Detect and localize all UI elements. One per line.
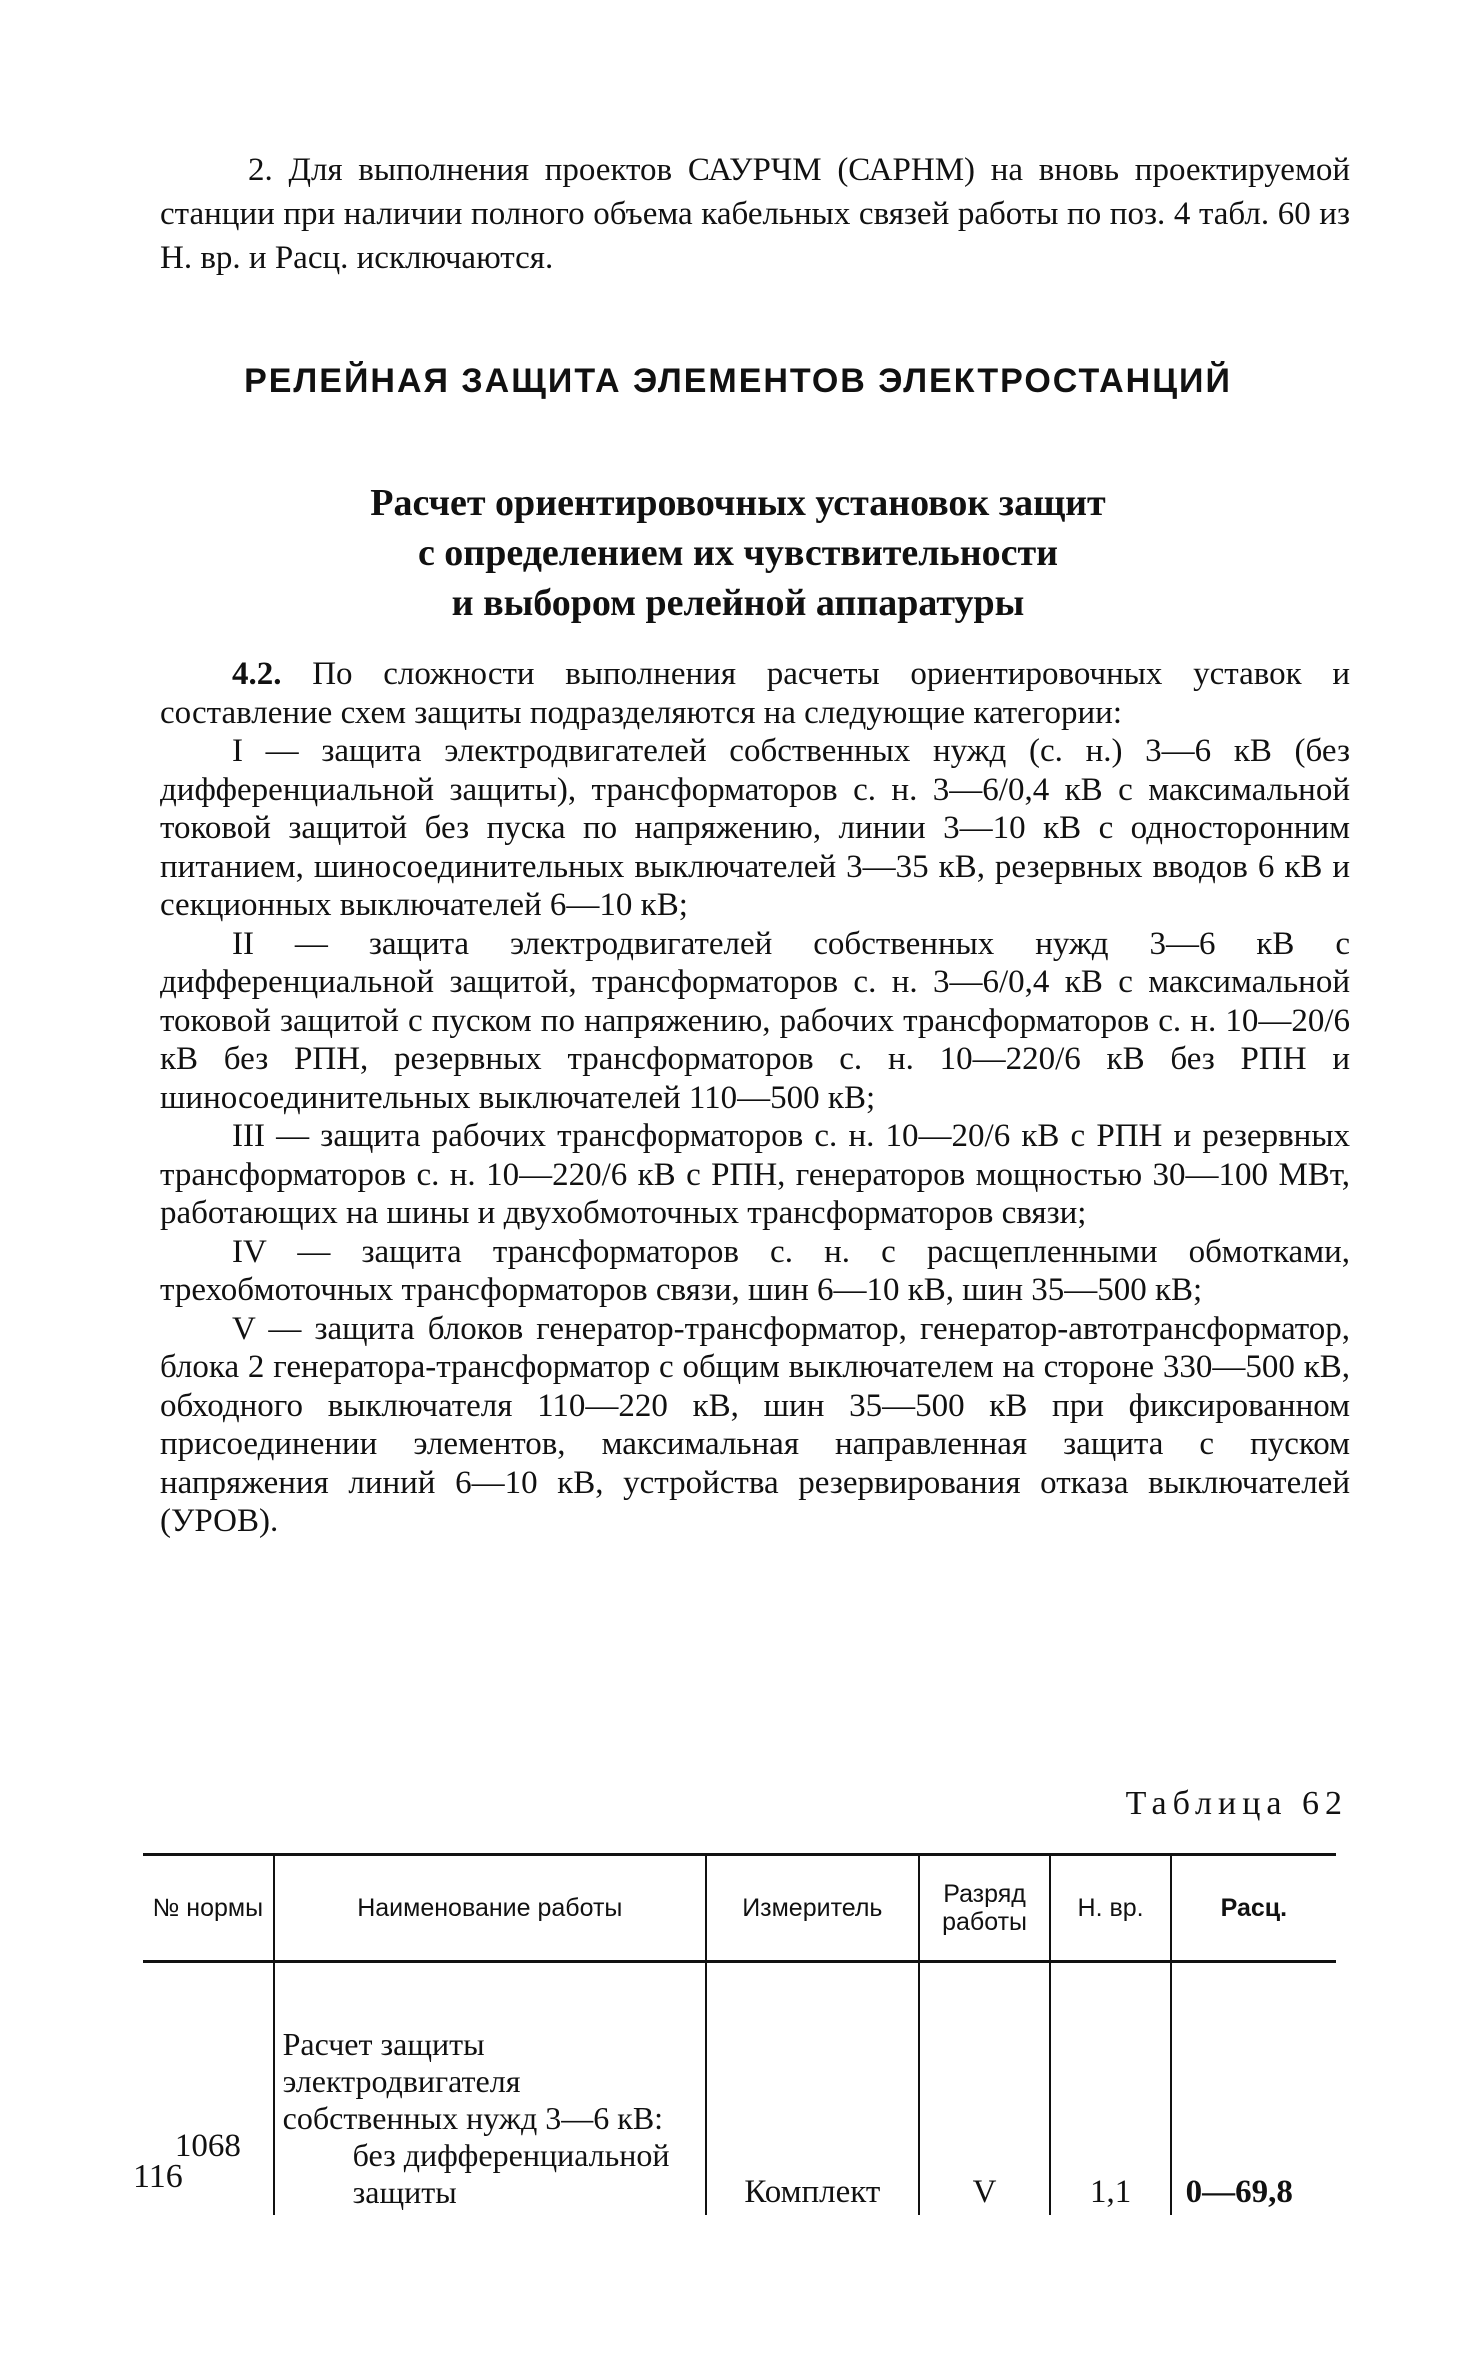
category-v: V — защита блоков генератор-трансформатор, генератор-автотрансформатор, блока 2 генератора-трансформатор с общим выключателем на стороне 330—500 кВ, обходного выключателя 110—220 кВ, шин 35—500 кВ при фиксированном присоединении элементов, максимальная направленная защита с пуском напряжения линий 6—10 кВ, устройства резервирования отказа выключателей (УРОВ). <box>160 1310 1350 1539</box>
cell-norm: 1,1 <box>1050 1962 1170 2216</box>
cell-grade: V <box>919 1962 1051 2216</box>
header-name: Наименование работы <box>274 1855 706 1962</box>
norms-table <box>143 1853 1336 2215</box>
paragraph-number: 4.2. <box>232 656 282 692</box>
header-unit: Измеритель <box>706 1855 919 1962</box>
cell-unit: Комплект <box>706 1962 919 2216</box>
category-i: I — защита электродвигателей собственных нужд (с. н.) 3—6 кВ (без дифференциальной защиты), трансформаторов с. н. 3—6/0,4 кВ с максимальной токовой защитой без пуска по напряжению, линии 3—10 кВ с односторонним питанием, шиносоединительных выключателей 3—35 кВ, резервных вводов 6 кВ и секционных выключателей 6—10 кВ; <box>160 733 1350 923</box>
cell-name <box>274 1962 706 2216</box>
body-text <box>160 655 1350 1541</box>
table-header-row <box>143 1855 1336 1962</box>
intro-paragraph <box>160 148 1350 280</box>
paragraph-lead-text: По сложности выполнения расчеты ориентировочных уставок и составление схем защиты подразделяются на следующие категории: <box>160 656 1350 731</box>
cell-num: 1068 <box>174 2128 241 2164</box>
table-caption: Таблица 62 <box>1125 1785 1348 1822</box>
subtitle-line-2: с определением их чувствительности <box>417 532 1059 574</box>
subtitle <box>0 478 1476 628</box>
header-grade: Разряд работы <box>919 1855 1051 1962</box>
category-ii: II — защита электродвигателей собственных нужд 3—6 кВ с дифференциальной защитой, трансформаторов с. н. 3—6/0,4 кВ с максимальной токовой защитой с пуском по напряжению, рабочих трансформаторов с. н. 10—20/6 кВ без РПН, резервных трансформаторов с. н. 10—220/6 кВ без РПН и шиносоединительных выключателей 110—500 кВ; <box>160 925 1350 1116</box>
cell-name-sub: без дифференциальной защиты <box>352 2137 670 2210</box>
header-rate: Расц. <box>1171 1855 1336 1962</box>
page-number: 116 <box>133 2158 183 2195</box>
cell-name-main: Расчет защиты электродвигателя собственных нужд 3—6 кВ: <box>282 2026 664 2136</box>
subtitle-line-1: Расчет ориентировочных установок защит <box>370 482 1106 524</box>
section-title: РЕЛЕЙНАЯ ЗАЩИТА ЭЛЕМЕНТОВ ЭЛЕКТРОСТАНЦИЙ <box>244 362 1232 400</box>
paragraph-4-2 <box>160 655 1350 732</box>
category-iv: IV — защита трансформаторов с. н. с расщепленными обмотками, трехобмоточных трансформаторов связи, шин 6—10 кВ, шин 35—500 кВ; <box>160 1233 1350 1308</box>
cell-rate: 0—69,8 <box>1171 1962 1336 2216</box>
header-num: № нормы <box>143 1855 274 1962</box>
intro-text: 2. Для выполнения проектов САУРЧМ (САРНМ) на вновь проектируемой станции при наличии полного объема кабельных связей работы по поз. 4 табл. 60 из Н. вр. и Расц. исключаются. <box>160 152 1350 276</box>
header-norm: Н. вр. <box>1050 1855 1170 1962</box>
table-row <box>143 1962 1336 2216</box>
subtitle-line-3: и выбором релейной аппаратуры <box>451 582 1025 624</box>
category-iii: III — защита рабочих трансформаторов с. н. 10—20/6 кВ с РПН и резервных трансформаторов с. н. 10—220/6 кВ с РПН, генераторов мощностью 30—100 МВт, работающих на шины и двухобмоточных трансформаторов связи; <box>160 1118 1350 1231</box>
